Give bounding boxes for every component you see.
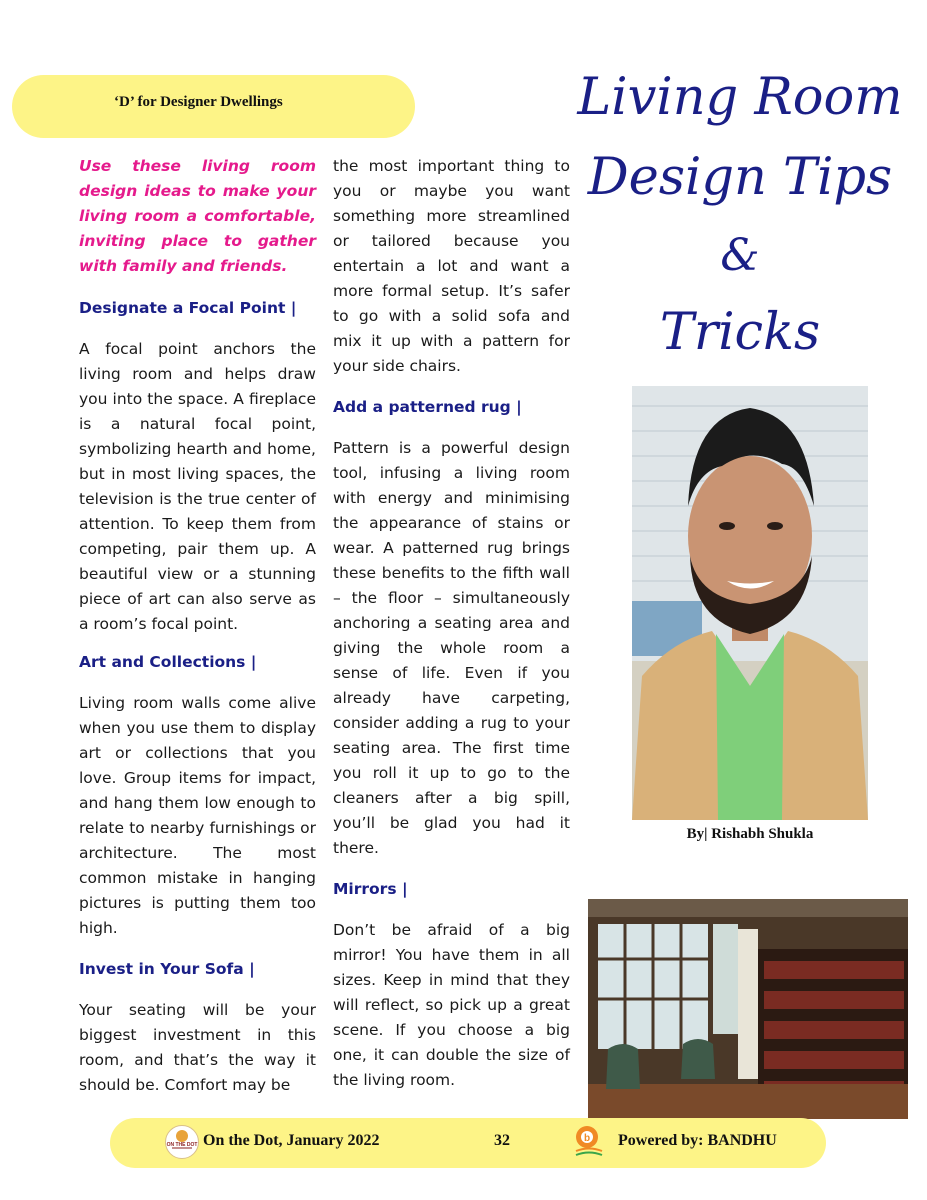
title-line-1: Living Room: [577, 68, 903, 127]
header-banner: [12, 75, 415, 138]
article-column-1: [79, 154, 316, 1098]
section-heading-focal-point: Designate a Focal Point |: [79, 299, 297, 317]
logo-text: ON THE DOT: [166, 1142, 198, 1148]
footer-publication: On the Dot, January 2022: [203, 1132, 380, 1149]
section-heading-art: Art and Collections |: [79, 653, 257, 671]
title-line-2: Design Tips: [587, 148, 893, 207]
section-body-sofa-part2: the most important thing to you or maybe you want something more streamlined or tailored because you entertain a lot and want a more formal setup. It’s safer to go with a solid sofa and mix it up with a pattern for your side chairs.: [333, 157, 570, 375]
author-photo: [632, 386, 868, 820]
intro-paragraph: Use these living room design ideas to make your living room a comfortable, inviting place to gather with family and friends.: [79, 157, 316, 275]
bandhu-logo-icon: [572, 1124, 606, 1158]
library-room-photo: [588, 899, 908, 1119]
on-the-dot-logo-icon: [165, 1125, 199, 1159]
author-byline: By| Rishabh Shukla: [686, 826, 814, 842]
section-body-sofa-part1: Your seating will be your biggest investment in this room, and that’s the way it should be. Comfort may be: [79, 1001, 316, 1094]
page-title: [565, 58, 915, 373]
svg-text:b: b: [583, 1133, 591, 1144]
page-number: 32: [494, 1132, 510, 1149]
powered-by: Powered by: BANDHU: [618, 1132, 777, 1149]
section-heading-mirrors: Mirrors |: [333, 880, 408, 898]
section-heading-rug: Add a patterned rug |: [333, 398, 522, 416]
section-body-rug: Pattern is a powerful design tool, infusing a living room with energy and minimising the appearance of stains or wear. A patterned rug brings these benefits to the fifth wall – the floor – simultaneously anchoring a seating area and giving the whole room a sense of life. Even if you already have carpeting, consider adding a rug to your seating area. The first time you roll it up to go to the cleaners after a big spill, you’ll be glad you had it there.: [333, 439, 570, 857]
title-ampersand: &: [720, 230, 760, 281]
section-body-mirrors: Don’t be afraid of a big mirror! You have them in all sizes. Keep in mind that they will reflect, so pick up a great scene. If you choose a big one, it can double the size of the living room.: [333, 921, 570, 1089]
title-line-4: Tricks: [659, 303, 821, 362]
section-body-art: Living room walls come alive when you use them to display art or collections that you love. Group items for impact, and hang them low enough to relate to nearby furnishings or architecture. The most common mistake in hanging pictures is putting them too high.: [79, 694, 316, 937]
article-column-2: [333, 154, 570, 1093]
section-heading-sofa: Invest in Your Sofa |: [79, 960, 255, 978]
section-body-focal-point: A focal point anchors the living room and helps draw you into the space. A fireplace is a natural focal point, symbolizing hearth and home, but in most living spaces, the television is the true center of attention. To keep them from competing, pair them up. A beautiful view or a stunning piece of art can also serve as a room’s focal point.: [79, 340, 316, 633]
header-label: ‘D’ for Designer Dwellings: [114, 94, 283, 110]
